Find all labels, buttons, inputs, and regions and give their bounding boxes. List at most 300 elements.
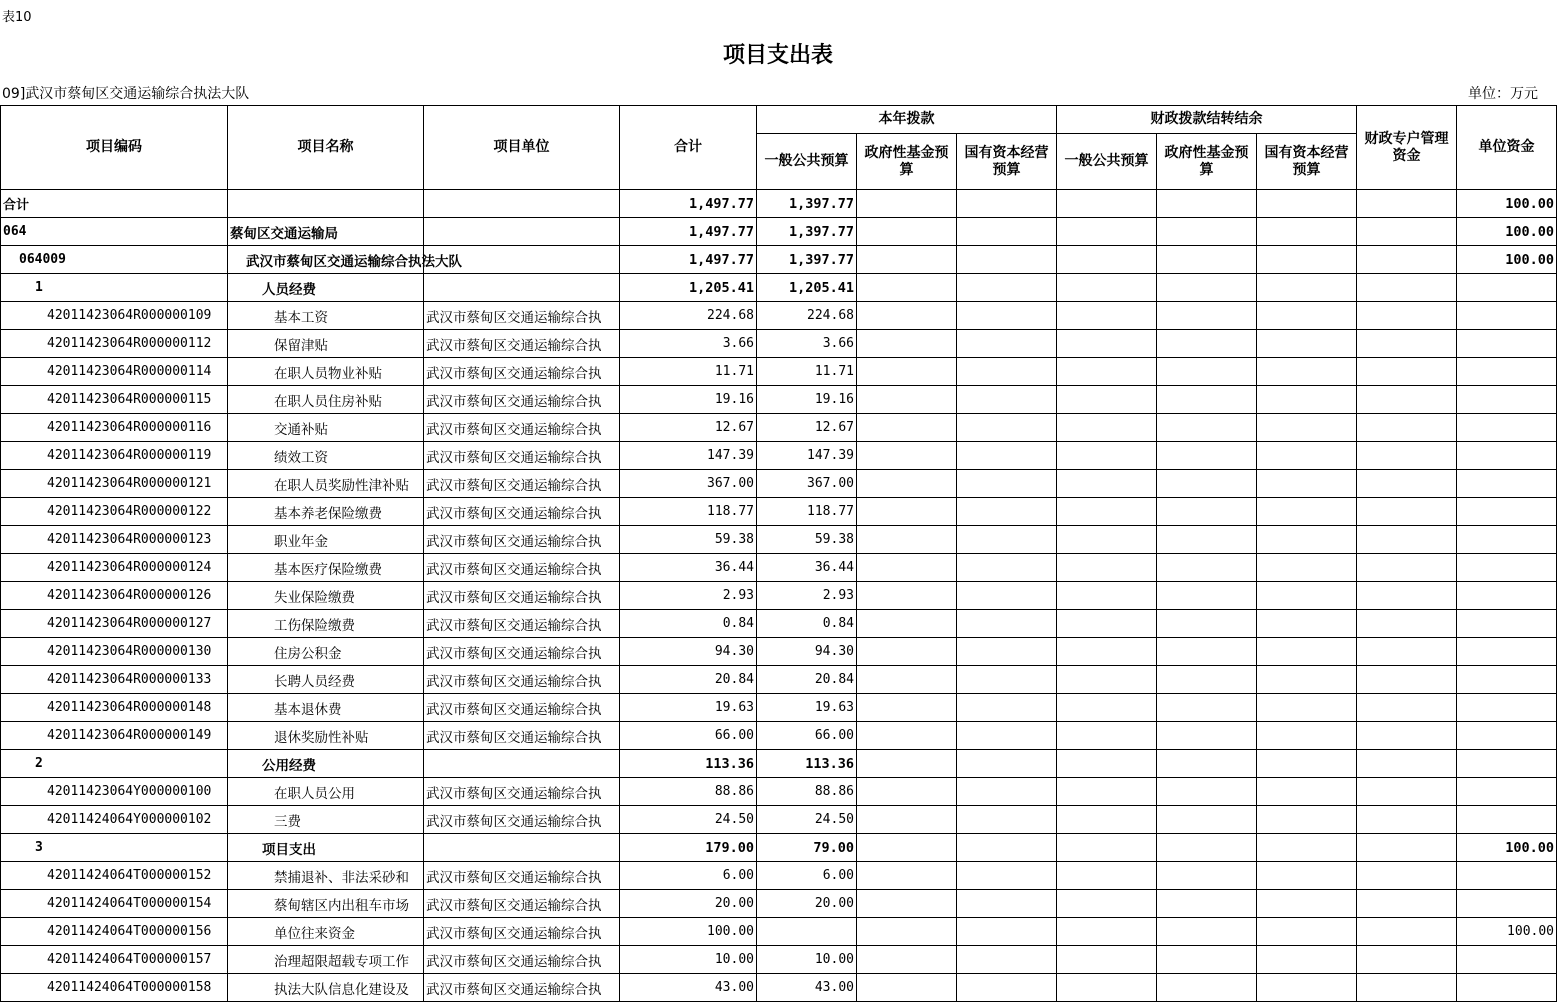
unit-fund-cell bbox=[1457, 442, 1557, 470]
total-cell: 1,497.77 bbox=[620, 190, 757, 218]
code-cell: 42011423064R000000123 bbox=[1, 526, 228, 554]
carry-general-cell bbox=[1057, 442, 1157, 470]
carry-general-cell bbox=[1057, 330, 1157, 358]
carry-gov-fund-cell bbox=[1157, 442, 1257, 470]
state-capital-cell bbox=[957, 218, 1057, 246]
code-cell: 42011423064R000000126 bbox=[1, 582, 228, 610]
total-cell: 94.30 bbox=[620, 638, 757, 666]
name-cell: 在职人员物业补贴 bbox=[228, 358, 424, 386]
state-capital-cell bbox=[957, 638, 1057, 666]
gov-fund-cell bbox=[857, 834, 957, 862]
total-cell: 0.84 bbox=[620, 610, 757, 638]
carry-state-capital-cell bbox=[1257, 918, 1357, 946]
carry-state-capital-cell bbox=[1257, 666, 1357, 694]
header-carry-gov-fund: 政府性基金预算 bbox=[1157, 134, 1257, 190]
organization-name: 09]武汉市蔡甸区交通运输综合执法大队 bbox=[2, 86, 250, 102]
carry-gov-fund-cell bbox=[1157, 610, 1257, 638]
state-capital-cell bbox=[957, 974, 1057, 1002]
total-cell: 36.44 bbox=[620, 554, 757, 582]
carry-gov-fund-cell bbox=[1157, 806, 1257, 834]
general-budget-cell: 19.16 bbox=[757, 386, 857, 414]
carry-gov-fund-cell bbox=[1157, 274, 1257, 302]
carry-state-capital-cell bbox=[1257, 946, 1357, 974]
carry-gov-fund-cell bbox=[1157, 834, 1257, 862]
unit-fund-cell bbox=[1457, 862, 1557, 890]
carry-state-capital-cell bbox=[1257, 358, 1357, 386]
table-row bbox=[1, 610, 1557, 638]
gov-fund-cell bbox=[857, 554, 957, 582]
carry-state-capital-cell bbox=[1257, 414, 1357, 442]
special-fund-cell bbox=[1357, 414, 1457, 442]
carry-general-cell bbox=[1057, 358, 1157, 386]
table-row bbox=[1, 862, 1557, 890]
dept-cell: 武汉市蔡甸区交通运输综合执 bbox=[424, 890, 620, 918]
state-capital-cell bbox=[957, 918, 1057, 946]
name-cell: 工伤保险缴费 bbox=[228, 610, 424, 638]
state-capital-cell bbox=[957, 442, 1057, 470]
total-cell: 6.00 bbox=[620, 862, 757, 890]
total-cell: 100.00 bbox=[620, 918, 757, 946]
unit-fund-cell bbox=[1457, 610, 1557, 638]
dept-cell: 武汉市蔡甸区交通运输综合执 bbox=[424, 666, 620, 694]
dept-cell: 武汉市蔡甸区交通运输综合执 bbox=[424, 442, 620, 470]
general-budget-cell: 24.50 bbox=[757, 806, 857, 834]
special-fund-cell bbox=[1357, 330, 1457, 358]
carry-state-capital-cell bbox=[1257, 554, 1357, 582]
table-row bbox=[1, 302, 1557, 330]
carry-general-cell bbox=[1057, 582, 1157, 610]
unit-fund-cell bbox=[1457, 722, 1557, 750]
table-row bbox=[1, 890, 1557, 918]
unit-fund-cell: 100.00 bbox=[1457, 190, 1557, 218]
name-cell: 基本养老保险缴费 bbox=[228, 498, 424, 526]
table-row bbox=[1, 694, 1557, 722]
carry-general-cell bbox=[1057, 414, 1157, 442]
carry-general-cell bbox=[1057, 470, 1157, 498]
header-name: 项目名称 bbox=[228, 106, 424, 190]
unit-fund-cell bbox=[1457, 694, 1557, 722]
name-cell: 交通补贴 bbox=[228, 414, 424, 442]
total-cell: 2.93 bbox=[620, 582, 757, 610]
general-budget-cell: 79.00 bbox=[757, 834, 857, 862]
name-cell: 蔡甸辖区内出租车市场 bbox=[228, 890, 424, 918]
total-cell: 367.00 bbox=[620, 470, 757, 498]
general-budget-cell: 88.86 bbox=[757, 778, 857, 806]
carry-general-cell bbox=[1057, 974, 1157, 1002]
special-fund-cell bbox=[1357, 442, 1457, 470]
state-capital-cell bbox=[957, 470, 1057, 498]
total-cell: 11.71 bbox=[620, 358, 757, 386]
name-cell: 在职人员住房补贴 bbox=[228, 386, 424, 414]
general-budget-cell: 118.77 bbox=[757, 498, 857, 526]
dept-cell bbox=[424, 218, 620, 246]
general-budget-cell: 1,397.77 bbox=[757, 218, 857, 246]
gov-fund-cell bbox=[857, 274, 957, 302]
carry-gov-fund-cell bbox=[1157, 190, 1257, 218]
state-capital-cell bbox=[957, 582, 1057, 610]
carry-general-cell bbox=[1057, 246, 1157, 274]
total-cell: 20.00 bbox=[620, 890, 757, 918]
gov-fund-cell bbox=[857, 806, 957, 834]
name-cell: 蔡甸区交通运输局 bbox=[228, 218, 424, 246]
code-cell: 42011424064T000000158 bbox=[1, 974, 228, 1002]
general-budget-cell: 3.66 bbox=[757, 330, 857, 358]
total-cell: 66.00 bbox=[620, 722, 757, 750]
special-fund-cell bbox=[1357, 190, 1457, 218]
table-row bbox=[1, 666, 1557, 694]
carry-general-cell bbox=[1057, 862, 1157, 890]
carry-state-capital-cell bbox=[1257, 890, 1357, 918]
carry-general-cell bbox=[1057, 666, 1157, 694]
carry-state-capital-cell bbox=[1257, 610, 1357, 638]
special-fund-cell bbox=[1357, 722, 1457, 750]
carry-gov-fund-cell bbox=[1157, 498, 1257, 526]
name-cell: 项目支出 bbox=[228, 834, 424, 862]
state-capital-cell bbox=[957, 862, 1057, 890]
header-group-current: 本年拨款 bbox=[757, 106, 1057, 134]
state-capital-cell bbox=[957, 694, 1057, 722]
general-budget-cell: 0.84 bbox=[757, 610, 857, 638]
special-fund-cell bbox=[1357, 974, 1457, 1002]
unit-fund-cell bbox=[1457, 330, 1557, 358]
carry-general-cell bbox=[1057, 806, 1157, 834]
general-budget-cell: 66.00 bbox=[757, 722, 857, 750]
carry-state-capital-cell bbox=[1257, 806, 1357, 834]
total-cell: 88.86 bbox=[620, 778, 757, 806]
table-row bbox=[1, 526, 1557, 554]
gov-fund-cell bbox=[857, 386, 957, 414]
gov-fund-cell bbox=[857, 666, 957, 694]
special-fund-cell bbox=[1357, 526, 1457, 554]
header-group-carryover: 财政拨款结转结余 bbox=[1057, 106, 1357, 134]
general-budget-cell: 367.00 bbox=[757, 470, 857, 498]
special-fund-cell bbox=[1357, 638, 1457, 666]
name-cell: 治理超限超载专项工作 bbox=[228, 946, 424, 974]
dept-cell bbox=[424, 190, 620, 218]
state-capital-cell bbox=[957, 190, 1057, 218]
code-cell: 42011423064R000000109 bbox=[1, 302, 228, 330]
carry-general-cell bbox=[1057, 946, 1157, 974]
carry-gov-fund-cell bbox=[1157, 918, 1257, 946]
table-row bbox=[1, 330, 1557, 358]
dept-cell: 武汉市蔡甸区交通运输综合执 bbox=[424, 414, 620, 442]
carry-gov-fund-cell bbox=[1157, 862, 1257, 890]
dept-cell bbox=[424, 274, 620, 302]
general-budget-cell: 147.39 bbox=[757, 442, 857, 470]
special-fund-cell bbox=[1357, 218, 1457, 246]
general-budget-cell: 11.71 bbox=[757, 358, 857, 386]
carry-gov-fund-cell bbox=[1157, 554, 1257, 582]
code-cell: 42011424064T000000152 bbox=[1, 862, 228, 890]
carry-state-capital-cell bbox=[1257, 834, 1357, 862]
header-unit-fund: 单位资金 bbox=[1457, 106, 1557, 190]
unit-fund-cell bbox=[1457, 414, 1557, 442]
carry-gov-fund-cell bbox=[1157, 414, 1257, 442]
unit-fund-cell bbox=[1457, 974, 1557, 1002]
table-row bbox=[1, 498, 1557, 526]
carry-gov-fund-cell bbox=[1157, 330, 1257, 358]
table-body bbox=[1, 190, 1557, 1002]
code-cell: 42011423064R000000149 bbox=[1, 722, 228, 750]
dept-cell: 武汉市蔡甸区交通运输综合执 bbox=[424, 610, 620, 638]
header-special: 财政专户管理资金 bbox=[1357, 106, 1457, 190]
dept-cell bbox=[424, 750, 620, 778]
carry-state-capital-cell bbox=[1257, 638, 1357, 666]
code-cell: 42011424064T000000156 bbox=[1, 918, 228, 946]
special-fund-cell bbox=[1357, 358, 1457, 386]
general-budget-cell: 59.38 bbox=[757, 526, 857, 554]
header-carry-general: 一般公共预算 bbox=[1057, 134, 1157, 190]
carry-general-cell bbox=[1057, 386, 1157, 414]
dept-cell: 武汉市蔡甸区交通运输综合执 bbox=[424, 806, 620, 834]
dept-cell bbox=[424, 834, 620, 862]
state-capital-cell bbox=[957, 330, 1057, 358]
code-cell: 42011424064T000000157 bbox=[1, 946, 228, 974]
general-budget-cell: 6.00 bbox=[757, 862, 857, 890]
general-budget-cell: 43.00 bbox=[757, 974, 857, 1002]
carry-general-cell bbox=[1057, 778, 1157, 806]
special-fund-cell bbox=[1357, 834, 1457, 862]
carry-gov-fund-cell bbox=[1157, 582, 1257, 610]
name-cell: 在职人员公用 bbox=[228, 778, 424, 806]
special-fund-cell bbox=[1357, 694, 1457, 722]
carry-general-cell bbox=[1057, 218, 1157, 246]
dept-cell: 武汉市蔡甸区交通运输综合执 bbox=[424, 582, 620, 610]
state-capital-cell bbox=[957, 666, 1057, 694]
carry-state-capital-cell bbox=[1257, 722, 1357, 750]
unit-fund-cell: 100.00 bbox=[1457, 218, 1557, 246]
state-capital-cell bbox=[957, 750, 1057, 778]
header-general: 一般公共预算 bbox=[757, 134, 857, 190]
gov-fund-cell bbox=[857, 974, 957, 1002]
carry-state-capital-cell bbox=[1257, 246, 1357, 274]
name-cell: 住房公积金 bbox=[228, 638, 424, 666]
carry-general-cell bbox=[1057, 834, 1157, 862]
total-cell: 179.00 bbox=[620, 834, 757, 862]
unit-fund-cell: 100.00 bbox=[1457, 834, 1557, 862]
carry-general-cell bbox=[1057, 190, 1157, 218]
unit-fund-cell bbox=[1457, 946, 1557, 974]
carry-gov-fund-cell bbox=[1157, 218, 1257, 246]
code-cell: 42011423064R000000121 bbox=[1, 470, 228, 498]
code-cell: 合计 bbox=[1, 190, 228, 218]
carry-state-capital-cell bbox=[1257, 582, 1357, 610]
carry-general-cell bbox=[1057, 554, 1157, 582]
carry-gov-fund-cell bbox=[1157, 974, 1257, 1002]
name-cell: 退休奖励性补贴 bbox=[228, 722, 424, 750]
table-row bbox=[1, 246, 1557, 274]
unit-fund-cell bbox=[1457, 806, 1557, 834]
general-budget-cell: 36.44 bbox=[757, 554, 857, 582]
carry-general-cell bbox=[1057, 750, 1157, 778]
gov-fund-cell bbox=[857, 330, 957, 358]
name-cell: 执法大队信息化建设及 bbox=[228, 974, 424, 1002]
header-dept: 项目单位 bbox=[424, 106, 620, 190]
code-cell: 42011423064R000000130 bbox=[1, 638, 228, 666]
header-carry-state-capital: 国有资本经营预算 bbox=[1257, 134, 1357, 190]
table-row bbox=[1, 442, 1557, 470]
dept-cell: 武汉市蔡甸区交通运输综合执 bbox=[424, 470, 620, 498]
table-row bbox=[1, 974, 1557, 1002]
general-budget-cell bbox=[757, 918, 857, 946]
total-cell: 1,497.77 bbox=[620, 218, 757, 246]
header-total: 合计 bbox=[620, 106, 757, 190]
gov-fund-cell bbox=[857, 750, 957, 778]
code-cell: 064009 bbox=[1, 246, 228, 274]
special-fund-cell bbox=[1357, 946, 1457, 974]
gov-fund-cell bbox=[857, 638, 957, 666]
dept-cell: 武汉市蔡甸区交通运输综合执 bbox=[424, 386, 620, 414]
gov-fund-cell bbox=[857, 526, 957, 554]
code-cell: 42011423064R000000119 bbox=[1, 442, 228, 470]
unit-fund-cell bbox=[1457, 778, 1557, 806]
unit-fund-cell bbox=[1457, 470, 1557, 498]
carry-general-cell bbox=[1057, 722, 1157, 750]
carry-state-capital-cell bbox=[1257, 218, 1357, 246]
total-cell: 19.16 bbox=[620, 386, 757, 414]
name-cell: 公用经费 bbox=[228, 750, 424, 778]
total-cell: 19.63 bbox=[620, 694, 757, 722]
carry-gov-fund-cell bbox=[1157, 386, 1257, 414]
carry-state-capital-cell bbox=[1257, 442, 1357, 470]
total-cell: 118.77 bbox=[620, 498, 757, 526]
special-fund-cell bbox=[1357, 610, 1457, 638]
table-row bbox=[1, 414, 1557, 442]
dept-cell: 武汉市蔡甸区交通运输综合执 bbox=[424, 330, 620, 358]
carry-state-capital-cell bbox=[1257, 470, 1357, 498]
code-cell: 42011424064T000000154 bbox=[1, 890, 228, 918]
unit-fund-cell bbox=[1457, 666, 1557, 694]
special-fund-cell bbox=[1357, 806, 1457, 834]
gov-fund-cell bbox=[857, 358, 957, 386]
state-capital-cell bbox=[957, 386, 1057, 414]
table-number: 表10 bbox=[2, 10, 32, 25]
name-cell: 基本医疗保险缴费 bbox=[228, 554, 424, 582]
total-cell: 10.00 bbox=[620, 946, 757, 974]
carry-state-capital-cell bbox=[1257, 190, 1357, 218]
general-budget-cell: 113.36 bbox=[757, 750, 857, 778]
state-capital-cell bbox=[957, 526, 1057, 554]
page-title: 项目支出表 bbox=[722, 42, 833, 68]
special-fund-cell bbox=[1357, 890, 1457, 918]
dept-cell: 武汉市蔡甸区交通运输综合执 bbox=[424, 778, 620, 806]
gov-fund-cell bbox=[857, 722, 957, 750]
carry-state-capital-cell bbox=[1257, 750, 1357, 778]
unit-fund-cell bbox=[1457, 554, 1557, 582]
carry-gov-fund-cell bbox=[1157, 638, 1257, 666]
code-cell: 064 bbox=[1, 218, 228, 246]
project-expenditure-table bbox=[0, 105, 1557, 1002]
table-row bbox=[1, 190, 1557, 218]
carry-general-cell bbox=[1057, 610, 1157, 638]
table-row bbox=[1, 470, 1557, 498]
carry-gov-fund-cell bbox=[1157, 526, 1257, 554]
table-row bbox=[1, 582, 1557, 610]
gov-fund-cell bbox=[857, 862, 957, 890]
name-cell: 长聘人员经费 bbox=[228, 666, 424, 694]
name-cell: 人员经费 bbox=[228, 274, 424, 302]
unit-fund-cell: 100.00 bbox=[1457, 918, 1557, 946]
gov-fund-cell bbox=[857, 218, 957, 246]
carry-gov-fund-cell bbox=[1157, 246, 1257, 274]
unit-fund-cell bbox=[1457, 638, 1557, 666]
special-fund-cell bbox=[1357, 918, 1457, 946]
carry-gov-fund-cell bbox=[1157, 302, 1257, 330]
state-capital-cell bbox=[957, 246, 1057, 274]
dept-cell: 武汉市蔡甸区交通运输综合执 bbox=[424, 722, 620, 750]
table-row bbox=[1, 274, 1557, 302]
dept-cell: 武汉市蔡甸区交通运输综合执 bbox=[424, 358, 620, 386]
header-state-capital: 国有资本经营预算 bbox=[957, 134, 1057, 190]
gov-fund-cell bbox=[857, 694, 957, 722]
total-cell: 43.00 bbox=[620, 974, 757, 1002]
state-capital-cell bbox=[957, 498, 1057, 526]
unit-fund-cell bbox=[1457, 274, 1557, 302]
state-capital-cell bbox=[957, 890, 1057, 918]
table-row bbox=[1, 722, 1557, 750]
total-cell: 3.66 bbox=[620, 330, 757, 358]
code-cell: 42011423064Y000000100 bbox=[1, 778, 228, 806]
table-row bbox=[1, 806, 1557, 834]
name-cell: 三费 bbox=[228, 806, 424, 834]
general-budget-cell: 20.84 bbox=[757, 666, 857, 694]
special-fund-cell bbox=[1357, 778, 1457, 806]
unit-fund-cell bbox=[1457, 890, 1557, 918]
table-row bbox=[1, 358, 1557, 386]
unit-fund-cell bbox=[1457, 582, 1557, 610]
state-capital-cell bbox=[957, 834, 1057, 862]
special-fund-cell bbox=[1357, 750, 1457, 778]
carry-state-capital-cell bbox=[1257, 386, 1357, 414]
unit-fund-cell bbox=[1457, 498, 1557, 526]
table-row bbox=[1, 638, 1557, 666]
carry-state-capital-cell bbox=[1257, 274, 1357, 302]
code-cell: 3 bbox=[1, 834, 228, 862]
state-capital-cell bbox=[957, 274, 1057, 302]
name-cell: 武汉市蔡甸区交通运输综合执法大队 bbox=[228, 246, 424, 274]
gov-fund-cell bbox=[857, 610, 957, 638]
total-cell: 1,205.41 bbox=[620, 274, 757, 302]
state-capital-cell bbox=[957, 554, 1057, 582]
special-fund-cell bbox=[1357, 274, 1457, 302]
state-capital-cell bbox=[957, 946, 1057, 974]
total-cell: 1,497.77 bbox=[620, 246, 757, 274]
gov-fund-cell bbox=[857, 778, 957, 806]
carry-state-capital-cell bbox=[1257, 778, 1357, 806]
code-cell: 42011423064R000000122 bbox=[1, 498, 228, 526]
state-capital-cell bbox=[957, 414, 1057, 442]
total-cell: 224.68 bbox=[620, 302, 757, 330]
name-cell bbox=[228, 190, 424, 218]
unit-fund-cell bbox=[1457, 358, 1557, 386]
total-cell: 20.84 bbox=[620, 666, 757, 694]
carry-gov-fund-cell bbox=[1157, 890, 1257, 918]
table-row bbox=[1, 750, 1557, 778]
carry-gov-fund-cell bbox=[1157, 666, 1257, 694]
general-budget-cell: 224.68 bbox=[757, 302, 857, 330]
special-fund-cell bbox=[1357, 302, 1457, 330]
dept-cell: 武汉市蔡甸区交通运输综合执 bbox=[424, 694, 620, 722]
name-cell: 单位往来资金 bbox=[228, 918, 424, 946]
dept-cell: 武汉市蔡甸区交通运输综合执 bbox=[424, 638, 620, 666]
carry-state-capital-cell bbox=[1257, 498, 1357, 526]
carry-gov-fund-cell bbox=[1157, 722, 1257, 750]
total-cell: 147.39 bbox=[620, 442, 757, 470]
carry-general-cell bbox=[1057, 274, 1157, 302]
carry-general-cell bbox=[1057, 302, 1157, 330]
gov-fund-cell bbox=[857, 302, 957, 330]
code-cell: 42011423064R000000114 bbox=[1, 358, 228, 386]
